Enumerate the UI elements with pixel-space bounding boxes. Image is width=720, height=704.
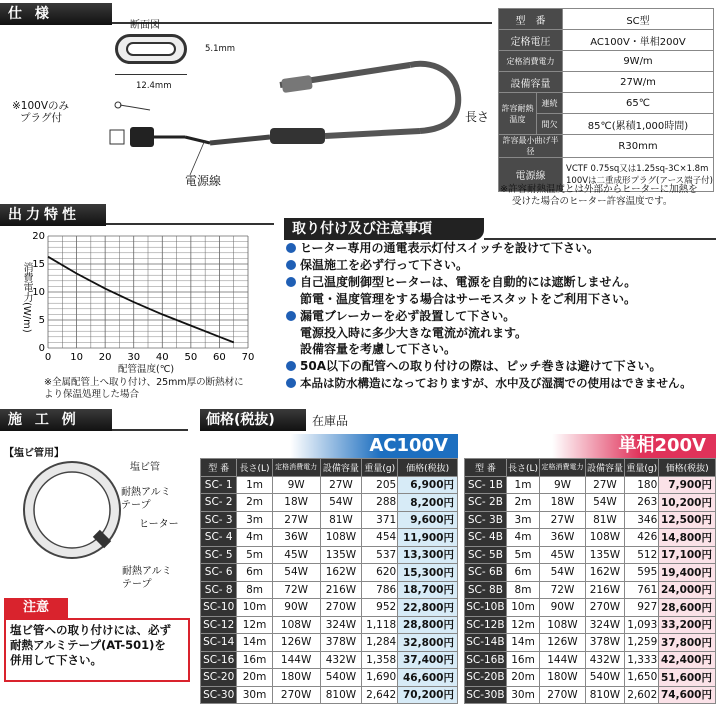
capacity-cell: 378W: [320, 634, 362, 652]
bullet-icon: [286, 311, 296, 321]
ac100v-band: AC100V: [200, 434, 458, 458]
power-cell: 36W: [272, 529, 320, 547]
spec-capacity-label: 設備容量: [499, 72, 563, 93]
length-cell: 2m: [237, 494, 272, 512]
weight-cell: 786: [362, 581, 398, 599]
cross-section-label: 断面図: [130, 20, 160, 31]
price-cell: 8,200円: [398, 494, 458, 512]
length-cell: 20m: [506, 669, 539, 687]
model-cell: SC-30B: [465, 686, 507, 704]
price-column-header: 重量(g): [362, 459, 398, 477]
capacity-cell: 540W: [585, 669, 624, 687]
power-cell: 108W: [272, 616, 320, 634]
model-cell: SC- 1B: [465, 476, 507, 494]
price-cell: 15,300円: [398, 564, 458, 582]
price-cell: 37,800円: [659, 634, 716, 652]
capacity-cell: 432W: [320, 651, 362, 669]
spec-intermittent-label: 間欠: [537, 114, 563, 135]
weight-cell: 454: [362, 529, 398, 547]
instruction-6: 設備容量を考慮して下さい。: [300, 342, 457, 356]
bullet-icon: [286, 243, 296, 253]
price-column-header: 設備容量: [585, 459, 624, 477]
install-header: 取り付け及び注意事項: [284, 218, 484, 240]
capacity-cell: 270W: [320, 599, 362, 617]
length-cell: 4m: [237, 529, 272, 547]
price-cell: 7,900円: [659, 476, 716, 494]
spec-note-2: 受けた場合のヒーター許容温度です。: [512, 196, 673, 207]
spec-voltage: AC100V・単相200V: [563, 30, 714, 51]
caution-box: [4, 618, 190, 682]
power-cell: 45W: [272, 546, 320, 564]
height-dim: 5.1mm: [205, 44, 236, 54]
capacity-cell: 378W: [585, 634, 624, 652]
weight-cell: 927: [625, 599, 659, 617]
weight-cell: 1,284: [362, 634, 398, 652]
power-cell: 18W: [540, 494, 586, 512]
table-row: [201, 686, 458, 704]
model-cell: SC-20: [201, 669, 237, 687]
chart-ytick-label: 5: [38, 315, 45, 326]
power-cell: 27W: [540, 511, 586, 529]
length-cell: 16m: [237, 651, 272, 669]
price-cell: 10,200円: [659, 494, 716, 512]
price-cell: 37,400円: [398, 651, 458, 669]
capacity-cell: 81W: [320, 511, 362, 529]
weight-cell: 346: [625, 511, 659, 529]
spec-bend-label: 許容最小曲げ半径: [499, 135, 563, 158]
price-cell: 12,500円: [659, 511, 716, 529]
instruction-8: 本品は防水構造になっておりますが、水中及び湿潤での使用はできません。: [286, 376, 692, 391]
spec-capacity: 27W/m: [563, 72, 714, 93]
weight-cell: 2,642: [362, 686, 398, 704]
weight-cell: 537: [362, 546, 398, 564]
width-dim: 12.4mm: [136, 81, 172, 91]
length-cell: 30m: [237, 686, 272, 704]
table-row: [465, 581, 716, 599]
table-row: [201, 634, 458, 652]
chart-ytick-label: 10: [32, 287, 45, 298]
length-cell: 6m: [237, 564, 272, 582]
weight-cell: 952: [362, 599, 398, 617]
price-column-header: 長さ(L): [237, 459, 272, 477]
price-column-header: 定格消費電力: [272, 459, 320, 477]
power-cell: 90W: [540, 599, 586, 617]
weight-cell: 1,358: [362, 651, 398, 669]
power-cell: 180W: [272, 669, 320, 687]
power-cell: 27W: [272, 511, 320, 529]
model-cell: SC-16: [201, 651, 237, 669]
model-cell: SC- 4B: [465, 529, 507, 547]
power-cell: 9W: [272, 476, 320, 494]
instruction-2: 自己温度制御型ヒーターは、電源を自動的には遮断しません。: [286, 275, 636, 290]
output-header: 出力特性: [0, 204, 106, 226]
price-cell: 51,600円: [659, 669, 716, 687]
output-chart: [0, 228, 275, 368]
chart-xtick-label: 20: [98, 352, 112, 363]
instruction-0: ヒーター専用の通電表示灯付スイッチを設けて下さい。: [286, 241, 599, 256]
chart-ylabel: 消費電力(W/m): [21, 262, 32, 333]
capacity-cell: 162W: [320, 564, 362, 582]
tape1b-label: テープ: [121, 500, 151, 511]
instruction-1: 保温施工を必ず行って下さい。: [286, 258, 468, 273]
length-cell: 3m: [237, 511, 272, 529]
model-cell: SC- 2: [201, 494, 237, 512]
chart-ytick-label: 15: [32, 259, 45, 270]
power-cell: 54W: [272, 564, 320, 582]
power-cell: 54W: [540, 564, 586, 582]
stock-label: 在庫品: [312, 414, 349, 428]
price-column-header: 長さ(L): [506, 459, 539, 477]
capacity-cell: 135W: [585, 546, 624, 564]
output-header-line: [106, 223, 274, 225]
price-column-header: 型 番: [465, 459, 507, 477]
price-cell: 32,800円: [398, 634, 458, 652]
table-row: [465, 599, 716, 617]
chart-note-1: ※全属配管上へ取り付け、25mm厚の断熱材に: [44, 377, 244, 388]
capacity-cell: 162W: [585, 564, 624, 582]
caution-text-1: 塩ビ管への取り付けには、必ず: [10, 623, 171, 637]
capacity-cell: 810W: [320, 686, 362, 704]
model-cell: SC- 3B: [465, 511, 507, 529]
model-cell: SC- 3: [201, 511, 237, 529]
plug-note-1: ※100Vのみ: [12, 100, 70, 112]
length-cell: 8m: [237, 581, 272, 599]
chart-ytick-label: 0: [38, 343, 45, 354]
power-cell: 144W: [272, 651, 320, 669]
power-cell: 108W: [540, 616, 586, 634]
capacity-cell: 324W: [320, 616, 362, 634]
spec-continuous-label: 連続: [537, 93, 563, 114]
price-cell: 17,100円: [659, 546, 716, 564]
spec-cable-2: 100Vは二重成形プラグ(アース端子付): [566, 175, 713, 186]
model-cell: SC-12B: [465, 616, 507, 634]
table-row: [465, 634, 716, 652]
caution-text-2: 耐熱アルミテープ(AT-501)を: [10, 638, 166, 652]
tape2-label: 耐熱アルミ: [122, 566, 172, 577]
model-cell: SC-14B: [465, 634, 507, 652]
model-cell: SC- 8B: [465, 581, 507, 599]
weight-cell: 620: [362, 564, 398, 582]
table-row: [201, 669, 458, 687]
model-cell: SC-12: [201, 616, 237, 634]
length-cell: 5m: [506, 546, 539, 564]
length-cell: 10m: [506, 599, 539, 617]
length-cell: 14m: [237, 634, 272, 652]
power-cell: 270W: [272, 686, 320, 704]
power-cell: 45W: [540, 546, 586, 564]
model-cell: SC-16B: [465, 651, 507, 669]
capacity-cell: 81W: [585, 511, 624, 529]
chart-xtick-label: 60: [213, 352, 226, 363]
example-header-line: [112, 429, 188, 431]
weight-cell: 761: [625, 581, 659, 599]
bullet-icon: [286, 361, 296, 371]
price-column-header: 設備容量: [320, 459, 362, 477]
weight-cell: 205: [362, 476, 398, 494]
chart-xtick-label: 0: [44, 352, 52, 363]
price-column-header: 型 番: [201, 459, 237, 477]
chart-xtick-label: 10: [70, 352, 83, 363]
price-column-header: 重量(g): [625, 459, 659, 477]
capacity-cell: 810W: [585, 686, 624, 704]
model-cell: SC- 5: [201, 546, 237, 564]
price-cell: 11,900円: [398, 529, 458, 547]
capacity-cell: 216W: [320, 581, 362, 599]
length-cell: 6m: [506, 564, 539, 582]
spec-model-label: 型 番: [499, 9, 563, 30]
length-cell: 16m: [506, 651, 539, 669]
example-pipe-type: 【塩ビ管用】: [4, 448, 64, 459]
length-cell: 5m: [237, 546, 272, 564]
table-row: [201, 564, 458, 582]
table-row: [465, 616, 716, 634]
spec-model: SC型: [563, 9, 714, 30]
cord-label: 電源線: [185, 174, 222, 188]
power-cell: 126W: [540, 634, 586, 652]
instruction-5: 電源投入時に多少大きな電流が流れます。: [300, 326, 528, 340]
instruction-7: 50A以下の配管への取り付けの際は、ピッチ巻きは避けて下さい。: [286, 359, 662, 374]
price-cell: 70,200円: [398, 686, 458, 704]
chart-xtick-label: 70: [241, 352, 255, 363]
ac200v-price-table: [464, 458, 716, 704]
price-cell: 33,200円: [659, 616, 716, 634]
heater-label: ヒーター: [139, 519, 179, 530]
price-cell: 42,400円: [659, 651, 716, 669]
capacity-cell: 324W: [585, 616, 624, 634]
price-cell: 46,600円: [398, 669, 458, 687]
weight-cell: 1,690: [362, 669, 398, 687]
length-cell: 20m: [237, 669, 272, 687]
capacity-cell: 216W: [585, 581, 624, 599]
chart-xtick-label: 40: [155, 352, 169, 363]
table-row: [465, 651, 716, 669]
weight-cell: 1,118: [362, 616, 398, 634]
table-row: [201, 651, 458, 669]
capacity-cell: 27W: [585, 476, 624, 494]
pvc-pipe-image: [20, 458, 125, 563]
length-label: 長さ: [465, 110, 490, 124]
spec-header: 仕 様: [0, 3, 112, 25]
table-row: [465, 529, 716, 547]
weight-cell: 1,093: [625, 616, 659, 634]
pvc-label: 塩ビ管: [130, 462, 160, 473]
example-header: 施 工 例: [0, 409, 112, 431]
weight-cell: 512: [625, 546, 659, 564]
length-cell: 14m: [506, 634, 539, 652]
price-cell: 22,800円: [398, 599, 458, 617]
weight-cell: 288: [362, 494, 398, 512]
weight-cell: 180: [625, 476, 659, 494]
power-cell: 18W: [272, 494, 320, 512]
power-cell: 180W: [540, 669, 586, 687]
price-column-header: 価格(税抜): [398, 459, 458, 477]
chart-xtick-label: 50: [184, 352, 198, 363]
chart-xtick-label: 30: [127, 352, 141, 363]
spec-intermittent: 85℃(累積1,000時間): [563, 114, 714, 135]
model-cell: SC-10: [201, 599, 237, 617]
power-cell: 72W: [540, 581, 586, 599]
price-cell: 74,600円: [659, 686, 716, 704]
chart-xlabel: 配管温度(℃): [118, 364, 175, 375]
capacity-cell: 432W: [585, 651, 624, 669]
table-row: [201, 546, 458, 564]
price-cell: 24,000円: [659, 581, 716, 599]
capacity-cell: 54W: [585, 494, 624, 512]
length-cell: 12m: [506, 616, 539, 634]
price-cell: 9,600円: [398, 511, 458, 529]
table-row: [201, 511, 458, 529]
model-cell: SC- 6: [201, 564, 237, 582]
table-row: [465, 476, 716, 494]
model-cell: SC- 6B: [465, 564, 507, 582]
table-row: [201, 476, 458, 494]
length-cell: 10m: [237, 599, 272, 617]
power-cell: 126W: [272, 634, 320, 652]
weight-cell: 595: [625, 564, 659, 582]
tape1-label: 耐熱アルミ: [121, 487, 171, 498]
model-cell: SC- 4: [201, 529, 237, 547]
spec-bend: R30mm: [563, 135, 714, 158]
length-cell: 1m: [506, 476, 539, 494]
model-cell: SC- 5B: [465, 546, 507, 564]
spec-cable-1: VCTF 0.75sq又は1.25sq-3C×1.8m: [566, 163, 709, 174]
table-row: [465, 511, 716, 529]
spec-continuous: 65℃: [563, 93, 714, 114]
model-cell: SC-10B: [465, 599, 507, 617]
price-cell: 28,800円: [398, 616, 458, 634]
chart-note-2: より保温処理した場合: [44, 389, 140, 400]
caution-header: 注意: [4, 598, 68, 618]
capacity-cell: 108W: [320, 529, 362, 547]
ac100v-price-table: [200, 458, 458, 704]
length-cell: 3m: [506, 511, 539, 529]
length-cell: 8m: [506, 581, 539, 599]
bullet-icon: [286, 277, 296, 287]
chart-ytick-label: 20: [32, 231, 45, 242]
install-header-line: [484, 238, 716, 240]
table-row: [201, 529, 458, 547]
length-cell: 12m: [237, 616, 272, 634]
power-cell: 144W: [540, 651, 586, 669]
length-cell: 30m: [506, 686, 539, 704]
table-row: [465, 686, 716, 704]
spec-cable-label: 電源線: [499, 158, 563, 192]
length-cell: 2m: [506, 494, 539, 512]
price-cell: 28,600円: [659, 599, 716, 617]
length-cell: 1m: [237, 476, 272, 494]
spec-table: [498, 8, 714, 192]
spec-note-1: ※許容耐熱温度とは外部からヒーターに加熱を: [500, 184, 698, 195]
weight-cell: 2,602: [625, 686, 659, 704]
instruction-4: 漏電ブレーカーを必ず設置して下さい。: [286, 309, 515, 324]
price-cell: 18,700円: [398, 581, 458, 599]
price-cell: 13,300円: [398, 546, 458, 564]
weight-cell: 426: [625, 529, 659, 547]
tape2b-label: テープ: [122, 579, 152, 590]
table-row: [201, 599, 458, 617]
weight-cell: 263: [625, 494, 659, 512]
ac200v-band: 単相200V: [464, 434, 716, 458]
table-row: [465, 669, 716, 687]
bullet-icon: [286, 260, 296, 270]
spec-voltage-label: 定格電圧: [499, 30, 563, 51]
model-cell: SC-14: [201, 634, 237, 652]
table-row: [465, 564, 716, 582]
table-row: [465, 494, 716, 512]
spec-power: 9W/m: [563, 51, 714, 72]
bullet-icon: [286, 378, 296, 388]
weight-cell: 1,333: [625, 651, 659, 669]
price-cell: 19,400円: [659, 564, 716, 582]
weight-cell: 371: [362, 511, 398, 529]
table-row: [201, 581, 458, 599]
model-cell: SC- 2B: [465, 494, 507, 512]
model-cell: SC-20B: [465, 669, 507, 687]
price-cell: 6,900円: [398, 476, 458, 494]
capacity-cell: 540W: [320, 669, 362, 687]
table-row: [201, 616, 458, 634]
table-row: [201, 494, 458, 512]
weight-cell: 1,650: [625, 669, 659, 687]
instruction-3: 節電・温度管理をする場合はサーモスタットをご利用下さい。: [300, 292, 637, 306]
capacity-cell: 54W: [320, 494, 362, 512]
model-cell: SC- 8: [201, 581, 237, 599]
capacity-cell: 27W: [320, 476, 362, 494]
weight-cell: 1,259: [625, 634, 659, 652]
spec-header-line: [112, 22, 492, 24]
spec-power-label: 定格消費電力: [499, 51, 563, 72]
table-row: [465, 546, 716, 564]
plug-note-2: プラグ付: [20, 112, 62, 124]
spec-temp-label: 許容耐熱温度: [499, 93, 537, 135]
capacity-cell: 108W: [585, 529, 624, 547]
model-cell: SC-30: [201, 686, 237, 704]
power-cell: 72W: [272, 581, 320, 599]
power-cell: 270W: [540, 686, 586, 704]
price-column-header: 価格(税抜): [659, 459, 716, 477]
caution-text-3: 併用して下さい。: [10, 653, 102, 667]
model-cell: SC- 1: [201, 476, 237, 494]
price-column-header: 定格消費電力: [540, 459, 586, 477]
power-cell: 9W: [540, 476, 586, 494]
power-cell: 90W: [272, 599, 320, 617]
capacity-cell: 270W: [585, 599, 624, 617]
power-cell: 36W: [540, 529, 586, 547]
price-header: 価格(税抜): [200, 409, 306, 431]
length-cell: 4m: [506, 529, 539, 547]
capacity-cell: 135W: [320, 546, 362, 564]
price-cell: 14,800円: [659, 529, 716, 547]
heater-drawing: [90, 55, 470, 195]
